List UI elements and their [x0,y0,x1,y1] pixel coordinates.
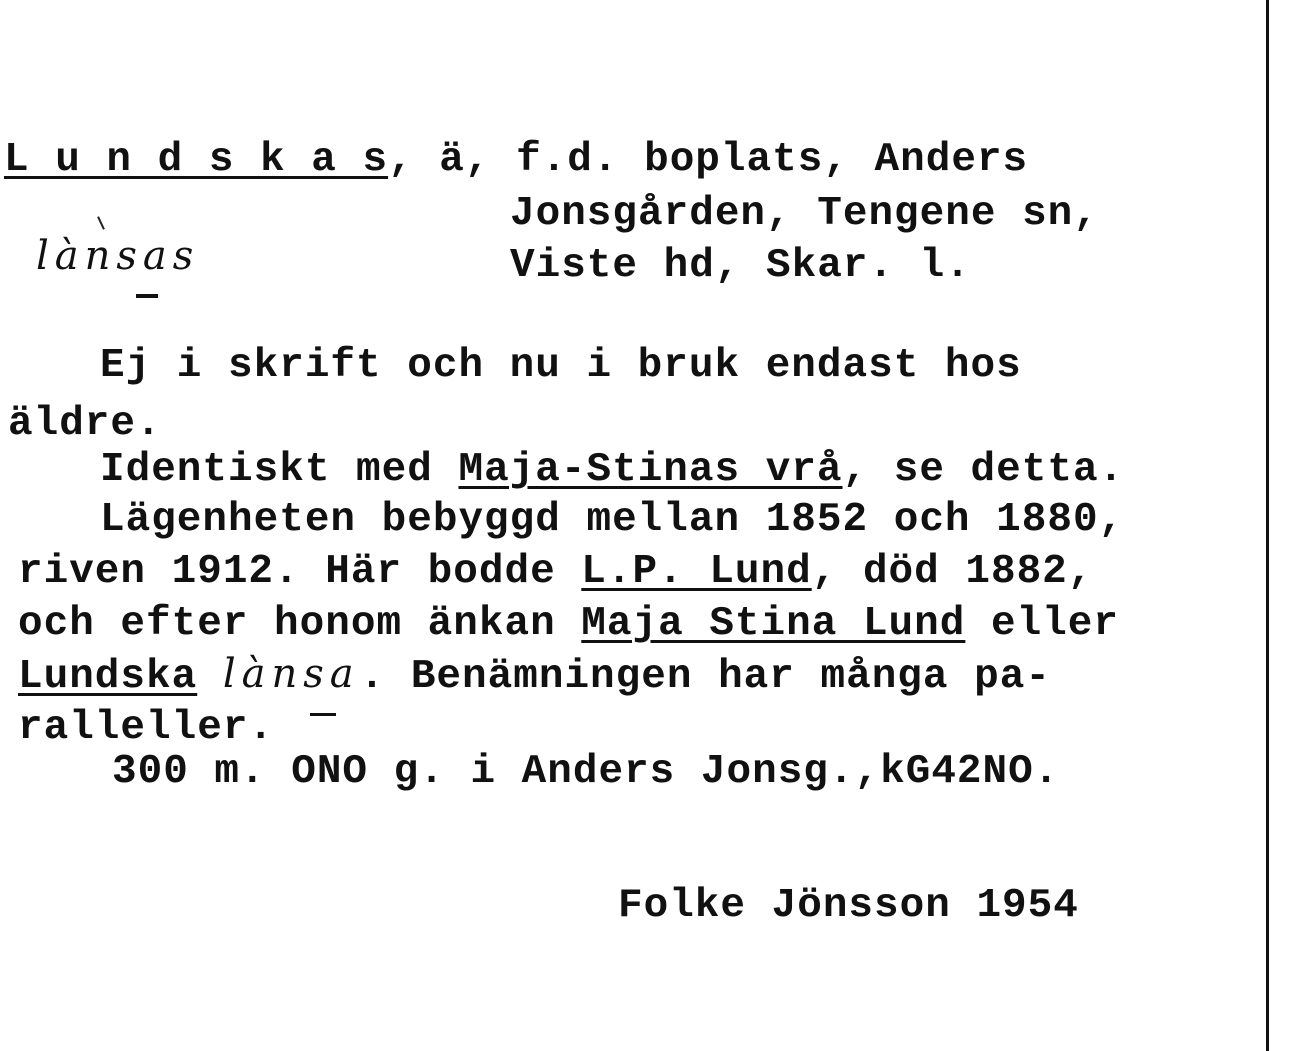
card-edge-line [1266,0,1269,1051]
person-name-lund: L.P. Lund [581,549,812,595]
card-header-line-1 [4,137,1029,183]
body-line-9: 300 m. ONO g. i Anders Jonsg.,kG42NO. [112,749,1060,795]
headword: L u n d s k a s [4,137,389,183]
stress-mark [310,713,336,716]
body-line-3-text: Identiskt med [100,447,459,493]
signature: Folke Jönsson 1954 [618,883,1079,929]
cross-reference-link: Maja-Stinas vrå [458,447,843,493]
body-line-3-tail: , se detta. [842,447,1125,493]
body-line-4: Lägenheten bebyggd mellan 1852 och 1880, [100,497,1125,543]
handwritten-pronunciation: lànsas [36,233,200,279]
header-line-1: , ä, f.d. boplats, Anders [388,137,1029,183]
body-line-1: Ej i skrift och nu i bruk endast hos [100,343,1022,389]
pronunciation-accent-mark [97,216,105,230]
header-line-3: Viste hd, Skar. l. [510,243,971,289]
body-line-7-tail: . Benämningen har många pa- [359,654,1051,700]
body-line-3 [100,447,1125,493]
body-line-6 [18,601,1119,647]
body-line-6-text: och efter honom änkan [18,601,582,647]
pronunciation-stress-mark [136,294,158,298]
body-line-6-tail: eller [965,601,1119,647]
body-line-5-tail: , död 1882, [811,549,1094,595]
name-lundska: Lundska [18,654,198,700]
body-line-7 [18,651,1051,700]
header-line-2: Jonsgården, Tengene sn, [510,191,1099,237]
handwritten-pronunciation-2: lànsa [222,651,360,697]
body-line-5-text: riven 1912. Här bodde [18,549,582,595]
body-line-2: äldre. [8,401,162,447]
body-line-5 [18,549,1094,595]
person-name-maja-stina: Maja Stina Lund [581,601,966,647]
body-line-8: ralleller. [18,705,275,751]
